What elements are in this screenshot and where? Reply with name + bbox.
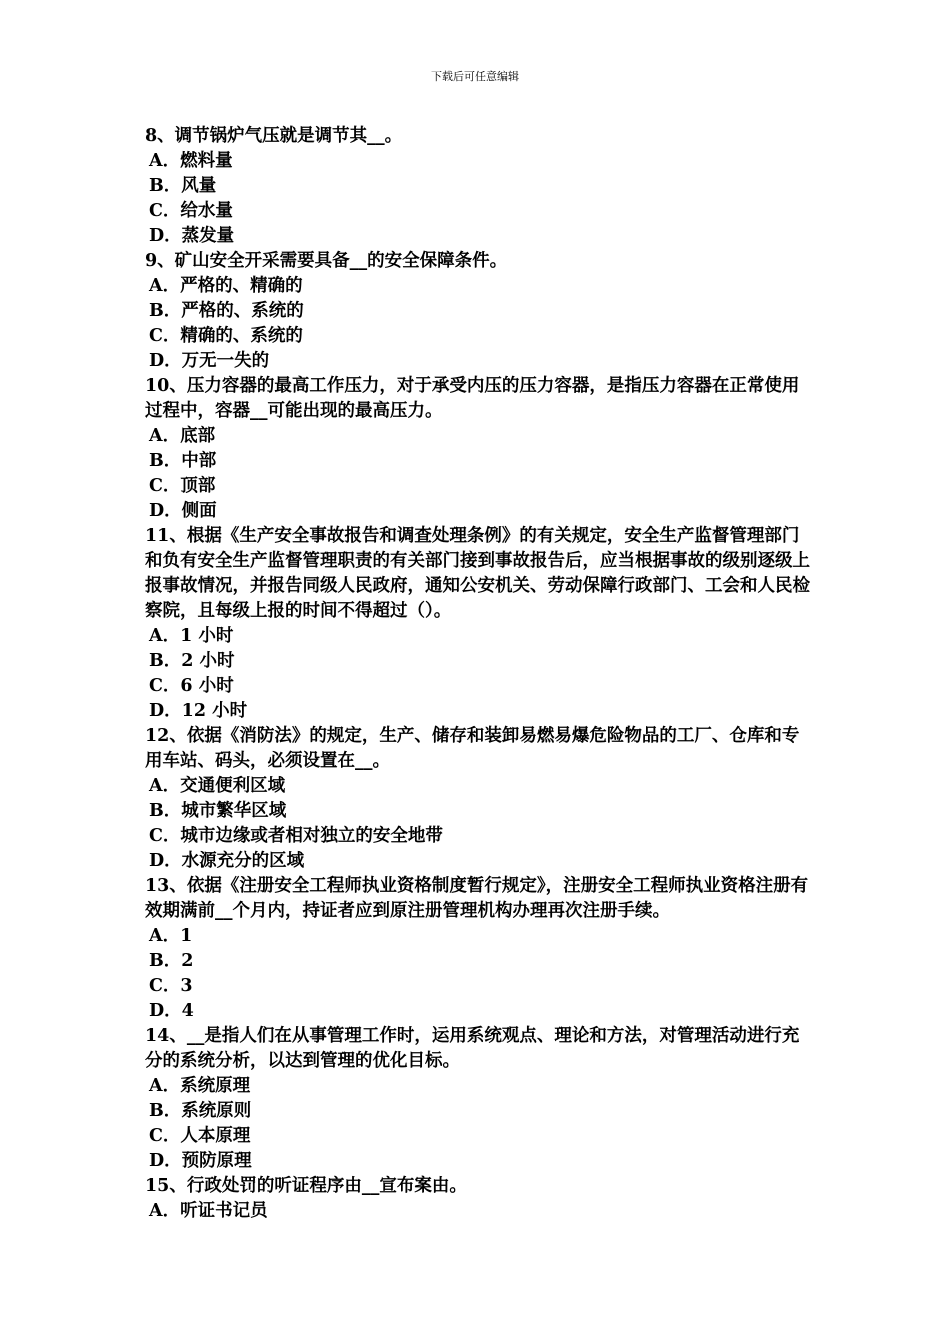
option-b: B．系统原则 [149, 1101, 252, 1121]
option-d: D．4 [149, 1001, 194, 1021]
page-header: 下载后可任意编辑 [431, 70, 519, 83]
question-stem: 13、依据《注册安全工程师执业资格制度暂行规定》，注册安全工程师执业资格注册有效期满前__个月内，持证者应到原注册管理机构办理再次注册手续。 [145, 876, 809, 921]
question-stem: 11、根据《生产安全事故报告和调查处理条例》的有关规定，安全生产监督管理部门和负有安全生产监督管理职责的有关部门接到事故报告后，应当根据事故的级别逐级上报事故情况，并报告同级人民政府，通知公安机关、劳动保障行政部门、工会和人民检察院，且每级上报的时间不得超过（）。 [145, 526, 810, 621]
option-b: B．2 小时 [149, 651, 235, 671]
question-8 [145, 124, 810, 249]
option-a: A．听证书记员 [149, 1201, 268, 1221]
question-stem: 9、矿山安全开采需要具备__的安全保障条件。 [145, 251, 508, 271]
question-stem: 8、调节锅炉气压就是调节其__。 [145, 126, 403, 146]
option-b: B．严格的、系统的 [149, 301, 304, 321]
option-a: A．严格的、精确的 [149, 276, 303, 296]
option-c: C．精确的、系统的 [149, 326, 303, 346]
option-c: C．顶部 [149, 476, 216, 496]
option-b: B．2 [149, 951, 194, 971]
option-b: B．风量 [149, 176, 217, 196]
option-a: A．1 [149, 926, 193, 946]
option-a: A．系统原理 [149, 1076, 251, 1096]
option-c: C．给水量 [149, 201, 233, 221]
option-d: D．水源充分的区域 [149, 851, 305, 871]
option-a: A．1 小时 [149, 626, 234, 646]
option-a: A．交通便利区域 [149, 776, 286, 796]
option-b: B．中部 [149, 451, 217, 471]
question-stem: 14、__是指人们在从事管理工作时，运用系统观点、理论和方法，对管理活动进行充分的系统分析，以达到管理的优化目标。 [145, 1026, 800, 1071]
option-d: D．12 小时 [149, 701, 248, 721]
option-a: A．燃料量 [149, 151, 233, 171]
option-c: C．人本原理 [149, 1126, 251, 1146]
option-c: C．6 小时 [149, 676, 234, 696]
option-b: B．城市繁华区域 [149, 801, 287, 821]
option-c: C．城市边缘或者相对独立的安全地带 [149, 826, 443, 846]
option-a: A．底部 [149, 426, 216, 446]
question-9 [145, 249, 810, 374]
question-10 [145, 374, 810, 524]
option-d: D．预防原理 [149, 1151, 252, 1171]
option-c: C．3 [149, 976, 193, 996]
question-list [145, 124, 810, 1224]
option-d: D．万无一失的 [149, 351, 270, 371]
option-d: D．侧面 [149, 501, 217, 521]
question-12 [145, 724, 810, 874]
question-13 [145, 874, 810, 1024]
question-11 [145, 524, 810, 724]
question-14 [145, 1024, 810, 1174]
question-stem: 10、压力容器的最高工作压力，对于承受内压的压力容器，是指压力容器在正常使用过程中，容器__可能出现的最高压力。 [145, 376, 800, 421]
question-15 [145, 1174, 810, 1224]
question-stem: 15、行政处罚的听证程序由__宣布案由。 [145, 1176, 467, 1196]
question-stem: 12、依据《消防法》的规定，生产、储存和装卸易燃易爆危险物品的工厂、仓库和专用车站、码头，必须设置在__。 [145, 726, 800, 771]
option-d: D．蒸发量 [149, 226, 235, 246]
